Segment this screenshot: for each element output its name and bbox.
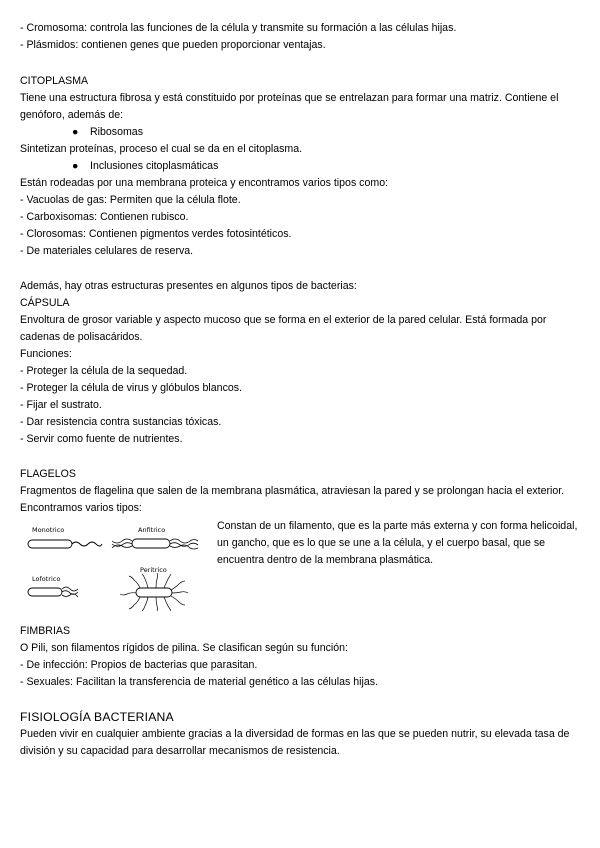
paragraph: Funciones:: [20, 348, 72, 360]
list-item: - Plásmidos: contienen genes que pueden proporcionar ventajas.: [20, 39, 326, 51]
paragraph: Envoltura de grosor variable y aspecto mucoso que se forma en el exterior de la pared celular. Está formada por cadenas de polisacáridos.: [20, 314, 547, 343]
citoplasma-section: [20, 73, 580, 260]
lofotrico-bacterium: [28, 587, 78, 597]
bullet-icon: ●: [72, 126, 79, 138]
capsula-section: [20, 295, 580, 448]
paragraph: Fragmentos de flagelina que salen de la membrana plasmática, atraviesan la pared y se prolongan hacia el exterior. Encontramos varios tipos:: [20, 485, 565, 514]
paragraph: Sintetizan proteínas, proceso el cual se da en el citoplasma.: [20, 143, 303, 155]
section-title-capsula: CÁPSULA: [20, 297, 70, 309]
bullet-label: Inclusiones citoplasmáticas: [90, 160, 219, 172]
list-item: - Cromosoma: controla las funciones de la célula y transmite su formación a las células hijas.: [20, 22, 457, 34]
anfitrico-bacterium: [112, 539, 198, 549]
list-item: - Carboxisomas: Contienen rubisco.: [20, 211, 189, 223]
section-title-fisiologia: FISIOLOGÍA BACTERIANA: [20, 710, 174, 724]
paragraph: O Pili, son filamentos rígidos de pilina. Se clasifican según su función:: [20, 642, 348, 654]
otras-section: [20, 278, 580, 295]
label-monotrico: Monotrico: [32, 526, 65, 534]
label-peritrico: Peritrico: [140, 566, 167, 574]
section-title-fimbrias: FIMBRIAS: [20, 625, 71, 637]
flagella-types-figure: [20, 522, 210, 614]
list-item: - Vacuolas de gas: Permiten que la célula flote.: [20, 194, 241, 206]
list-item: - Sexuales: Facilitan la transferencia de material genético a las células hijas.: [20, 676, 379, 688]
paragraph: Pueden vivir en cualquier ambiente gracias a la diversidad de formas en las que se pueden nutrir, su elevada tasa de división y su capacidad para desarrollar mecanismos de resistencia.: [20, 728, 570, 757]
list-item: - De infección: Propios de bacterias que parasitan.: [20, 659, 258, 671]
bullet-item: [20, 124, 580, 141]
label-lofotrico: Lofotrico: [32, 575, 61, 583]
paragraph: Están rodeadas por una membrana proteica y encontramos varios tipos como:: [20, 177, 389, 189]
fisiologia-section: [20, 709, 580, 760]
list-item: - Servir como fuente de nutrientes.: [20, 433, 183, 445]
intro-section: [20, 20, 580, 54]
peritrico-bacterium: [120, 573, 188, 611]
list-item: - Dar resistencia contra sustancias tóxicas.: [20, 416, 222, 428]
list-item: - Clorosomas: Contienen pigmentos verdes fotosintéticos.: [20, 228, 292, 240]
section-title-flagelos: FLAGELOS: [20, 468, 76, 480]
paragraph: Tiene una estructura fibrosa y está constituido por proteínas que se entrelazan para formar una matriz. Contiene el genóforo, además de:: [20, 92, 559, 121]
section-title-citoplasma: CITOPLASMA: [20, 75, 89, 87]
label-anfitrico: Anfitrico: [138, 526, 166, 534]
list-item: - Fijar el sustrato.: [20, 399, 102, 411]
fimbrias-section: [20, 623, 580, 691]
monotrico-bacterium: [28, 540, 102, 548]
list-item: - Proteger la célula de la sequedad.: [20, 365, 188, 377]
paragraph: Además, hay otras estructuras presentes en algunos tipos de bacterias:: [20, 280, 357, 292]
list-item: - De materiales celulares de reserva.: [20, 245, 194, 257]
flagella-description: Constan de un filamento, que es la parte más externa y con forma helicoidal, un gancho, que es lo que se une a la célula, y el cuerpo basal, que se encuentra dentro de la membrana plasmática.: [217, 520, 578, 566]
list-item: - Proteger la célula de virus y glóbulos blancos.: [20, 382, 242, 394]
bullet-item: [20, 158, 580, 175]
flagelos-section: [20, 466, 580, 517]
flagella-diagram: [20, 522, 210, 614]
bullet-label: Ribosomas: [90, 126, 143, 138]
bullet-icon: ●: [72, 160, 79, 172]
